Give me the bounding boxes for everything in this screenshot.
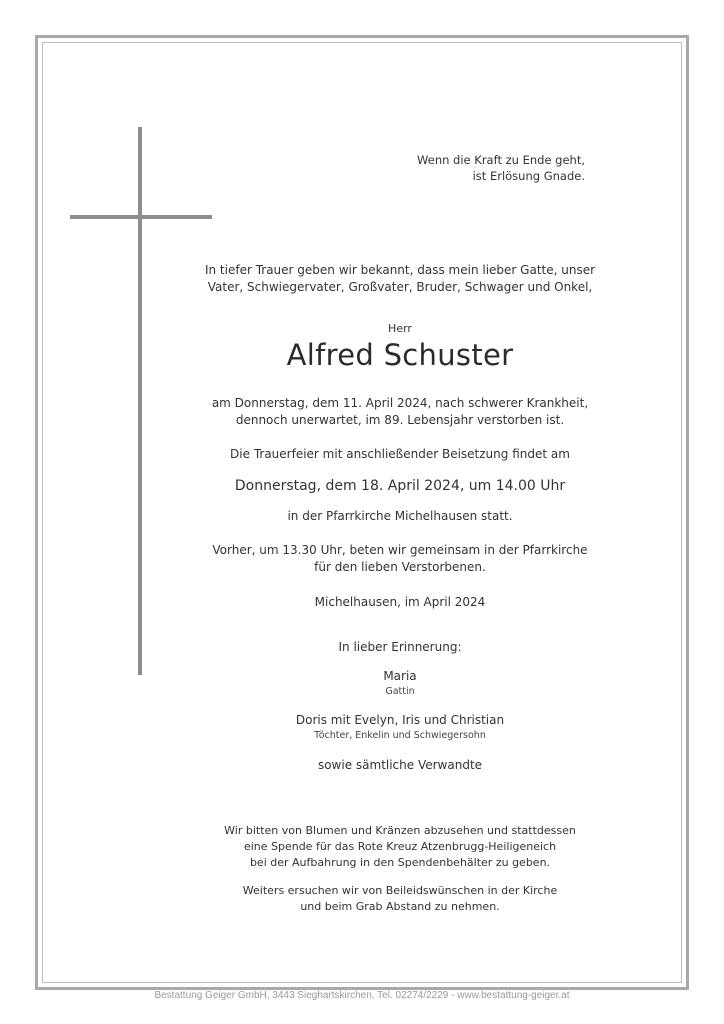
other-relatives: sowie sämtliche Verwandte xyxy=(317,758,483,772)
intro-line-2: Vater, Schwiegervater, Großvater, Bruder, Schwager und Onkel, xyxy=(207,280,593,294)
quote-line-1: Wenn die Kraft zu Ende geht, xyxy=(417,153,585,167)
prayer-line-1: Vorher, um 13.30 Uhr, beten wir gemeinsam in der Pfarrkirche xyxy=(212,543,588,557)
cross-horizontal-bar xyxy=(70,215,212,219)
death-line-2: dennoch unerwartet, im 89. Lebensjahr verstorben ist. xyxy=(235,413,565,427)
deceased-name: Alfred Schuster xyxy=(286,338,514,372)
prayer-notice xyxy=(180,542,620,576)
condolence-request xyxy=(180,883,620,915)
mourner-entry xyxy=(180,668,620,698)
cross-vertical-bar xyxy=(138,127,142,675)
mourner-name: Maria xyxy=(383,669,417,683)
funeral-date: Donnerstag, dem 18. April 2024, um 14.00 Uhr xyxy=(234,478,566,494)
death-line-1: am Donnerstag, dem 11. April 2024, nach schwerer Krankheit, xyxy=(211,396,589,410)
prayer-line-2: für den lieben Verstorbenen. xyxy=(314,560,486,574)
donation-line-3: bei der Aufbahrung in den Spendenbehälter zu geben. xyxy=(249,856,551,869)
funeral-intro: Die Trauerfeier mit anschließender Beisetzung findet am xyxy=(230,447,570,461)
funeral-place: in der Pfarrkirche Michelhausen statt. xyxy=(287,509,513,523)
death-notice xyxy=(180,395,620,429)
condolence-line-1: Weiters ersuchen wir von Beileidswünschen in der Kirche xyxy=(242,884,558,897)
donation-request xyxy=(180,823,620,871)
mourner-relation: Gattin xyxy=(385,686,415,697)
deceased-title: Herr xyxy=(388,322,412,335)
mourner-entry xyxy=(180,712,620,742)
donation-line-2: eine Spende für das Rote Kreuz Atzenbrugg-Heiligeneich xyxy=(243,840,557,853)
condolence-line-2: und beim Grab Abstand zu nehmen. xyxy=(300,900,500,913)
mourner-relation: Töchter, Enkelin und Schwiegersohn xyxy=(314,730,486,741)
footer-imprint: Bestattung Geiger GmbH, 3443 Sieghartskirchen, Tel. 02274/2229 - www.bestattung-geiger.at xyxy=(154,990,570,1001)
intro-line-1: In tiefer Trauer geben wir bekannt, dass mein lieber Gatte, unser xyxy=(204,263,596,277)
donation-line-1: Wir bitten von Blumen und Kränzen abzusehen und stattdessen xyxy=(224,824,576,837)
place-and-date: Michelhausen, im April 2024 xyxy=(314,595,486,609)
intro-text xyxy=(180,262,620,296)
memorial-quote xyxy=(380,152,585,184)
mourners-heading: In lieber Erinnerung: xyxy=(338,640,462,654)
quote-line-2: ist Erlösung Gnade. xyxy=(472,169,585,183)
mourner-name: Doris mit Evelyn, Iris und Christian xyxy=(295,713,505,727)
